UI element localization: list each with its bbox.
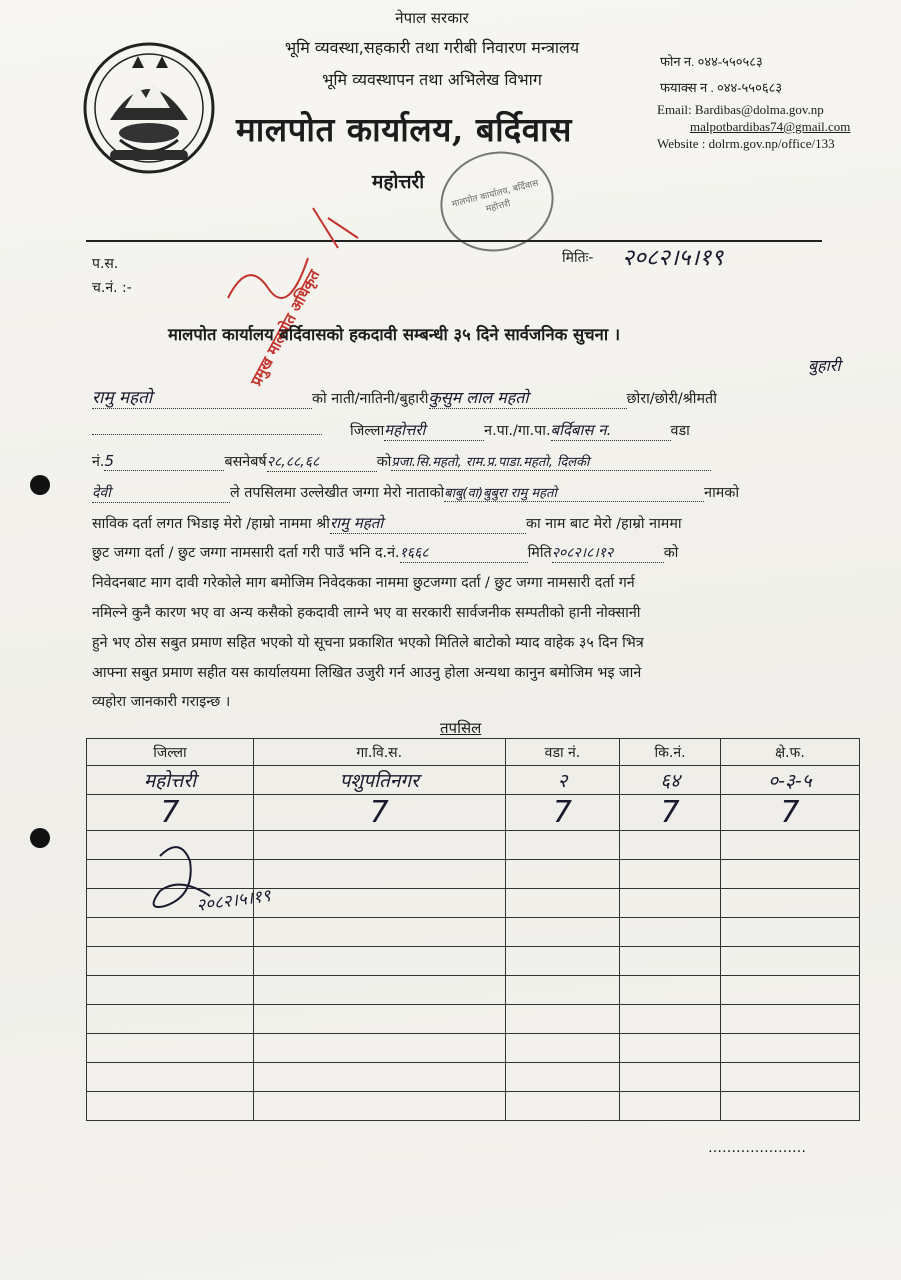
email-primary: Email: Bardibas@dolma.gov.np <box>657 102 824 117</box>
ministry-name: भूमि व्यवस्था,सहकारी तथा गरीबी निवारण मन्त्रालय <box>284 38 580 57</box>
district-value: महोत्तरी <box>384 420 484 441</box>
col-area: क्षे.फ. <box>720 739 859 766</box>
signature-line: ………………… <box>708 1140 806 1156</box>
ditto-mark: 7 <box>87 795 254 831</box>
col-kitta: कि.नं. <box>620 739 721 766</box>
municipality-value: बर्दिबास न. <box>551 420 671 441</box>
ages-value: २८,८८,६८ <box>267 452 377 472</box>
fax-number: फयाक्स न . ०४४-५५०६८३ <box>660 80 783 95</box>
previous-owner: रामु महतो <box>330 513 526 534</box>
col-district: जिल्ला <box>87 739 254 766</box>
handwritten-buhari: बुहारी <box>808 356 841 375</box>
tapsil-table <box>86 738 860 1121</box>
office-name: मालपोत कार्यालय, बर्दिवास <box>236 110 572 149</box>
relation-value: बाबु(वा)बुबुरा रामु महतो <box>444 483 704 502</box>
notice-line-9: हुने भए ठोस सबुत प्रमाण सहित भएको यो सूचना प्रकाशित भएको मितिले बाटोको म्याद वाहेक ३५ दिन भित्र <box>92 635 644 651</box>
ward-number: 5 <box>104 452 224 471</box>
ditto-mark: 7 <box>720 795 859 831</box>
darta-date: २०८२।८।१२ <box>552 543 664 563</box>
cha-na-label: च.नं. :- <box>92 280 132 296</box>
cell-area: ०-३-५ <box>720 766 859 795</box>
notice-line-4: देवी ले तपसिलमा उल्लेखीत जग्गा मेरो नाताकोबाबु(वा)बुबुरा रामु महतो नामको <box>92 485 740 501</box>
pa-sa-label: प.स. <box>92 256 119 272</box>
col-ward: वडा नं. <box>505 739 620 766</box>
cell-vdc: पशुपतिनगर <box>253 766 505 795</box>
govt-name: नेपाल सरकार <box>395 9 469 27</box>
ditto-mark: 7 <box>505 795 620 831</box>
notice-line-7: निवेदनबाट माग दावी गरेकोले माग बमोजिम निवेदकका नाममा छुटजग्गा दर्ता / छुट जग्गा नामसारी दर्ता गर्न <box>92 575 635 591</box>
applicant-name: रामु महतो <box>92 385 312 409</box>
date-label: मितिः- <box>562 250 594 266</box>
notice-line-5: साविक दर्ता लगत भिडाइ मेरो /हाम्रो नाममा श्रीरामु महतो का नाम बाट मेरो /हाम्रो नाममा <box>92 514 682 532</box>
tapsil-caption: तपसिल <box>440 719 482 737</box>
notice-line-8: नमिल्ने कुनै कारण भए वा अन्य कसैको हकदावी लाग्ने भए वा सरकारी सार्वजनीक सम्पतीको हानी नोक्सानी <box>92 605 641 621</box>
notice-line-2: जिल्लामहोत्तरी न.पा./गा.पा.बर्दिबास न. वडा <box>92 420 690 441</box>
punch-hole <box>30 475 50 495</box>
ditto-mark: 7 <box>253 795 505 831</box>
notice-line-3: नं.5 बसनेबर्ष२८,८८,६८ कोप्रजा.सि.महतो, राम.प्र.पाडा.महतो, दिलकी <box>92 452 711 472</box>
notice-line-1: रामु महतो को नाती/नातिनी/बुहारीकुसुम लाल महतो छोरा/छोरी/श्रीमती <box>92 385 717 409</box>
table-row <box>87 1063 860 1092</box>
notice-line-6: छुट जग्गा दर्ता / छुट जग्गा नामसारी दर्ता गरी पाउँ भनि द.नं.१६६८ मिति२०८२।८।१२ को <box>92 545 679 561</box>
table-row <box>87 947 860 976</box>
table-row <box>87 766 860 795</box>
red-signature-icon <box>218 198 368 318</box>
applicant-names: प्रजा.सि.महतो, राम.प्र.पाडा.महतो, दिलकी <box>391 452 711 471</box>
handwritten-signature-icon <box>140 836 250 926</box>
office-round-stamp: मालपोत कार्यालय, बर्दिवास महोत्तरी <box>430 140 565 264</box>
darta-number: १६६८ <box>400 543 528 563</box>
department-name: भूमि व्यवस्थापन तथा अभिलेख विभाग <box>322 70 542 89</box>
table-row <box>87 1034 860 1063</box>
notice-title: मालपोत कार्यालय बर्दिवासको हकदावी सम्बन्धी ३५ दिने सार्वजनिक सुचना । <box>168 325 621 344</box>
chief-officer-stamp: प्रमुख मालपोत अधिकृत <box>246 266 324 389</box>
cell-ward: २ <box>505 766 620 795</box>
cell-district: महोत्तरी <box>87 766 254 795</box>
punch-hole <box>30 828 50 848</box>
district-name: महोत्तरी <box>372 171 425 193</box>
notice-line-11: व्यहोरा जानकारी गराइन्छ । <box>92 694 231 710</box>
signature-date: २०८२।५।१९ <box>195 885 273 917</box>
email-secondary: malpotbardibas74@gmail.com <box>690 119 851 134</box>
line4-name: देवी <box>92 483 230 503</box>
website: Website : dolrm.gov.np/office/133 <box>657 136 835 151</box>
table-row <box>87 795 860 831</box>
cell-kitta: ६४ <box>620 766 721 795</box>
table-header-row <box>87 739 860 766</box>
notice-line-10: आफ्ना सबुत प्रमाण सहीत यस कार्यालयमा लिखित उजुरी गर्न आउनु होला अन्यथा कानुन बमोजिम भइ जाने <box>92 665 642 681</box>
ditto-mark: 7 <box>620 795 721 831</box>
table-row <box>87 1005 860 1034</box>
col-vdc: गा.वि.स. <box>253 739 505 766</box>
issue-date: २०८२।५।१९ <box>622 245 724 271</box>
nepal-emblem-icon <box>80 38 218 178</box>
table-row <box>87 1092 860 1121</box>
table-row <box>87 976 860 1005</box>
phone-number: फोन न. ०४४-५५०५८३ <box>660 54 763 69</box>
father-name: कुसुम लाल महतो <box>429 386 627 409</box>
